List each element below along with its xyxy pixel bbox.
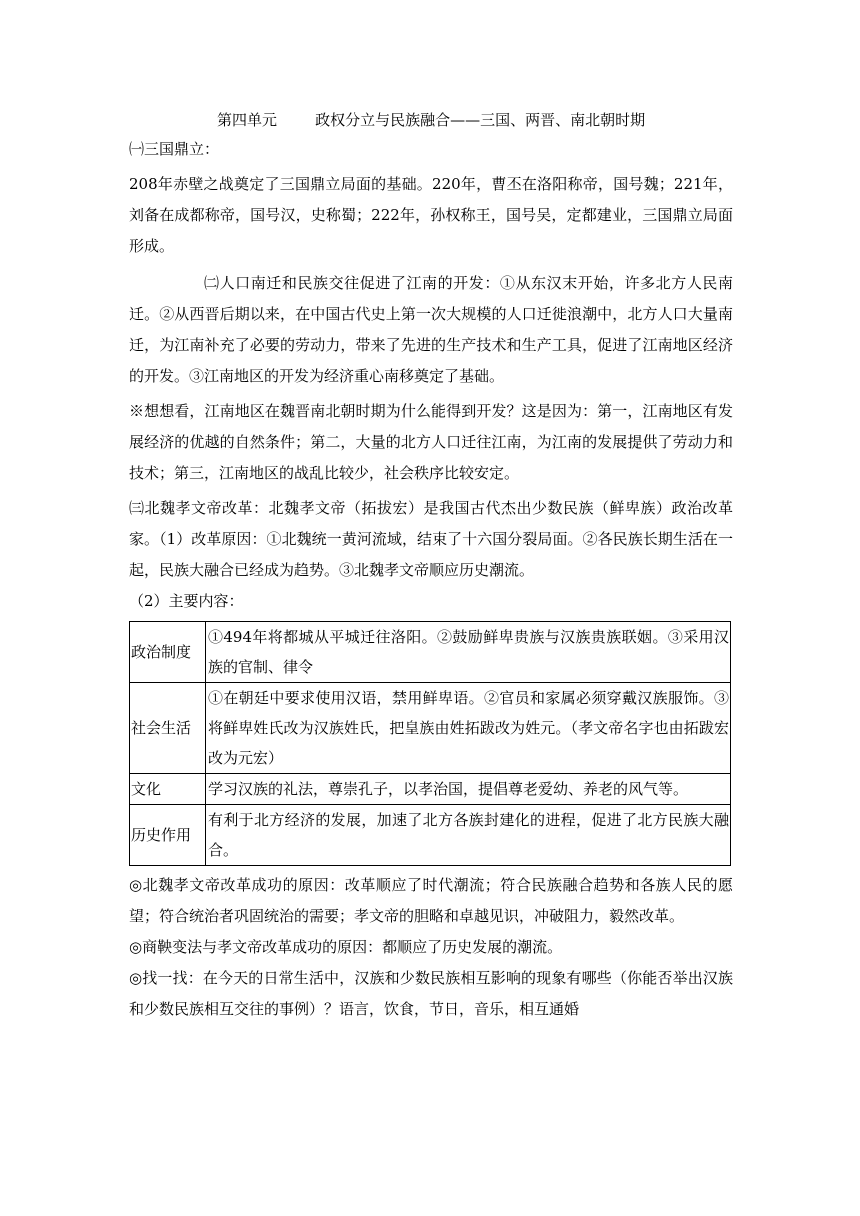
reform-content-table [129, 621, 731, 866]
paragraph-xiaowen-reform: ㈢北魏孝文帝改革：北魏孝文帝（拓拔宏）是我国古代杰出少数民族（鲜卑族）政治改革家。（1）改革原因：①北魏统一黄河流域，结束了十六国分裂局面。②各民族长期生活在一起，民族大融合已经成为趋势。③北魏孝文帝顺应历史潮流。 [129, 499, 733, 579]
table-row-content: 有利于北方经济的发展，加速了北方各族封建化的进程，促进了北方民族大融合。 [206, 805, 731, 866]
table-row-label: 文化 [130, 774, 206, 805]
sub-heading-main-content: （2）主要内容： [129, 592, 244, 610]
table-row-label: 历史作用 [130, 805, 206, 866]
document-content [129, 106, 733, 1025]
note-reform-success-reasons: ◎北魏孝文帝改革成功的原因：改革顺应了时代潮流；符合民族融合趋势和各族人民的愿望；符合统治者巩固统治的需要；孝文帝的胆略和卓越见识，冲破阻力，毅然改革。 [129, 876, 733, 925]
paragraph-jiangnan-development: ㈡人口南迁和民族交往促进了江南的开发：①从东汉末开始，许多北方人民南迁。②从西晋后期以来，在中国古代史上第一次大规模的人口迁徙浪潮中，北方人口大量南迁，为江南补充了必要的劳动力，带来了先进的生产技术和生产工具，促进了江南地区经济的开发。③江南地区的开发为经济重心南移奠定了基础。 [129, 274, 733, 385]
section-heading-three-kingdoms: ㈠三国鼎立： [129, 140, 220, 158]
table-row [130, 805, 731, 866]
unit-title: 第四单元 政权分立与民族融合——三国、两晋、南北朝时期 [217, 111, 646, 129]
table-row-content: ①494年将都城从平城迁往洛阳。②鼓励鲜卑贵族与汉族贵族联姻。③采用汉族的官制、律令 [206, 622, 731, 683]
table-row-content: ①在朝廷中要求使用汉语，禁用鲜卑语。②官员和家属必须穿戴汉族服饰。③将鲜卑姓氏改为汉族姓氏，把皇族由姓拓跋改为姓元。（孝文帝名字也由拓跋宏改为元宏） [206, 683, 731, 774]
table-row-label: 社会生活 [130, 683, 206, 774]
paragraph-three-kingdoms: 208年赤壁之战奠定了三国鼎立局面的基础。220年，曹丕在洛阳称帝，国号魏；221年，刘备在成都称帝，国号汉，史称蜀；222年，孙权称王，国号吴，定都建业，三国鼎立局面形成。 [129, 175, 733, 255]
table-row-label: 政治制度 [130, 622, 206, 683]
table-row [130, 774, 731, 805]
table-row [130, 622, 731, 683]
note-comparison: ◎商鞅变法与孝文帝改革成功的原因：都顺应了历史发展的潮流。 [129, 938, 563, 956]
note-find-out: ◎找一找：在今天的日常生活中，汉族和少数民族相互影响的现象有哪些（你能否举出汉族和少数民族相互交往的事例）？语言，饮食，节日，音乐，相互通婚 [129, 969, 733, 1018]
table-row-content: 学习汉族的礼法，尊崇孔子，以孝治国，提倡尊老爱幼、养老的风气等。 [206, 774, 731, 805]
paragraph-think-question: ※想想看，江南地区在魏晋南北朝时期为什么能得到开发？这是因为：第一，江南地区有发展经济的优越的自然条件；第二，大量的北方人口迁往江南，为江南的发展提供了劳动力和技术；第三，江南地区的战乱比较少，社会秩序比较安定。 [129, 402, 733, 482]
table-row [130, 683, 731, 774]
